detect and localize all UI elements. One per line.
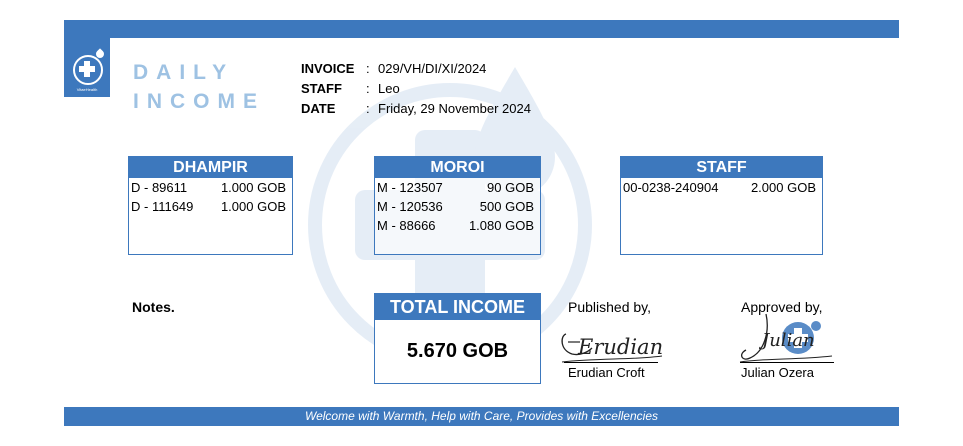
- entry-amount: 500 GOB: [479, 199, 534, 214]
- entry-amount: 1.000 GOB: [220, 199, 286, 214]
- signature-line: [740, 362, 834, 363]
- top-banner: [64, 20, 899, 38]
- date-label: DATE: [301, 101, 336, 116]
- list-item: [129, 178, 292, 197]
- date-value: Friday, 29 November 2024: [378, 101, 531, 116]
- separator: :: [366, 101, 370, 116]
- publisher-name: Erudian Croft: [568, 365, 645, 380]
- doc-title-line1: DAILY: [133, 61, 235, 84]
- entry-amount: 1.080 GOB: [468, 218, 534, 233]
- entry-code: M - 120536: [377, 199, 443, 214]
- moroi-title: MOROI: [375, 157, 540, 178]
- notes-label: Notes.: [132, 299, 175, 315]
- moroi-box: [374, 156, 541, 255]
- signature-line: [564, 362, 658, 363]
- total-income-label: TOTAL INCOME: [375, 294, 540, 320]
- company-logo: [64, 20, 110, 97]
- list-item: [621, 178, 822, 197]
- published-by-label: Published by,: [568, 299, 652, 315]
- invoice-value: 029/VH/DI/XI/2024: [378, 61, 487, 76]
- list-item: [375, 216, 540, 235]
- approver-signature-text: Julian: [762, 330, 815, 351]
- list-item: [375, 178, 540, 197]
- entry-code: M - 123507: [377, 180, 443, 195]
- entry-code: M - 88666: [377, 218, 436, 233]
- entry-code: 00-0238-240904: [623, 180, 719, 195]
- doc-title-line2: INCOME: [133, 90, 265, 113]
- list-item: [375, 197, 540, 216]
- entry-amount: 90 GOB: [487, 180, 534, 195]
- dhampir-title: DHAMPIR: [129, 157, 292, 178]
- total-income-box: [374, 293, 541, 384]
- total-income-value: 5.670 GOB: [406, 340, 509, 362]
- publisher-signature-text: Erudian: [578, 335, 664, 359]
- staff-title: STAFF: [621, 157, 822, 178]
- approved-by-label: Approved by,: [741, 299, 823, 315]
- footer-banner: Welcome with Warmth, Help with Care, Provides with Excellencies: [64, 407, 899, 426]
- logo-text: VitaeHealth: [76, 87, 98, 92]
- separator: :: [366, 81, 370, 96]
- staff-value: Leo: [378, 81, 400, 96]
- approver-signature: [736, 312, 836, 368]
- publisher-signature: [558, 320, 668, 368]
- entry-amount: 1.000 GOB: [220, 180, 286, 195]
- staff-box: [620, 156, 823, 255]
- approver-name: Julian Ozera: [741, 365, 814, 380]
- invoice-label: INVOICE: [301, 61, 355, 76]
- list-item: [129, 197, 292, 216]
- staff-label: STAFF: [301, 81, 342, 96]
- dhampir-box: [128, 156, 293, 255]
- entry-code: D - 89611: [131, 180, 188, 195]
- entry-amount: 2.000 GOB: [750, 180, 816, 195]
- separator: :: [366, 61, 370, 76]
- entry-code: D - 111649: [131, 199, 194, 214]
